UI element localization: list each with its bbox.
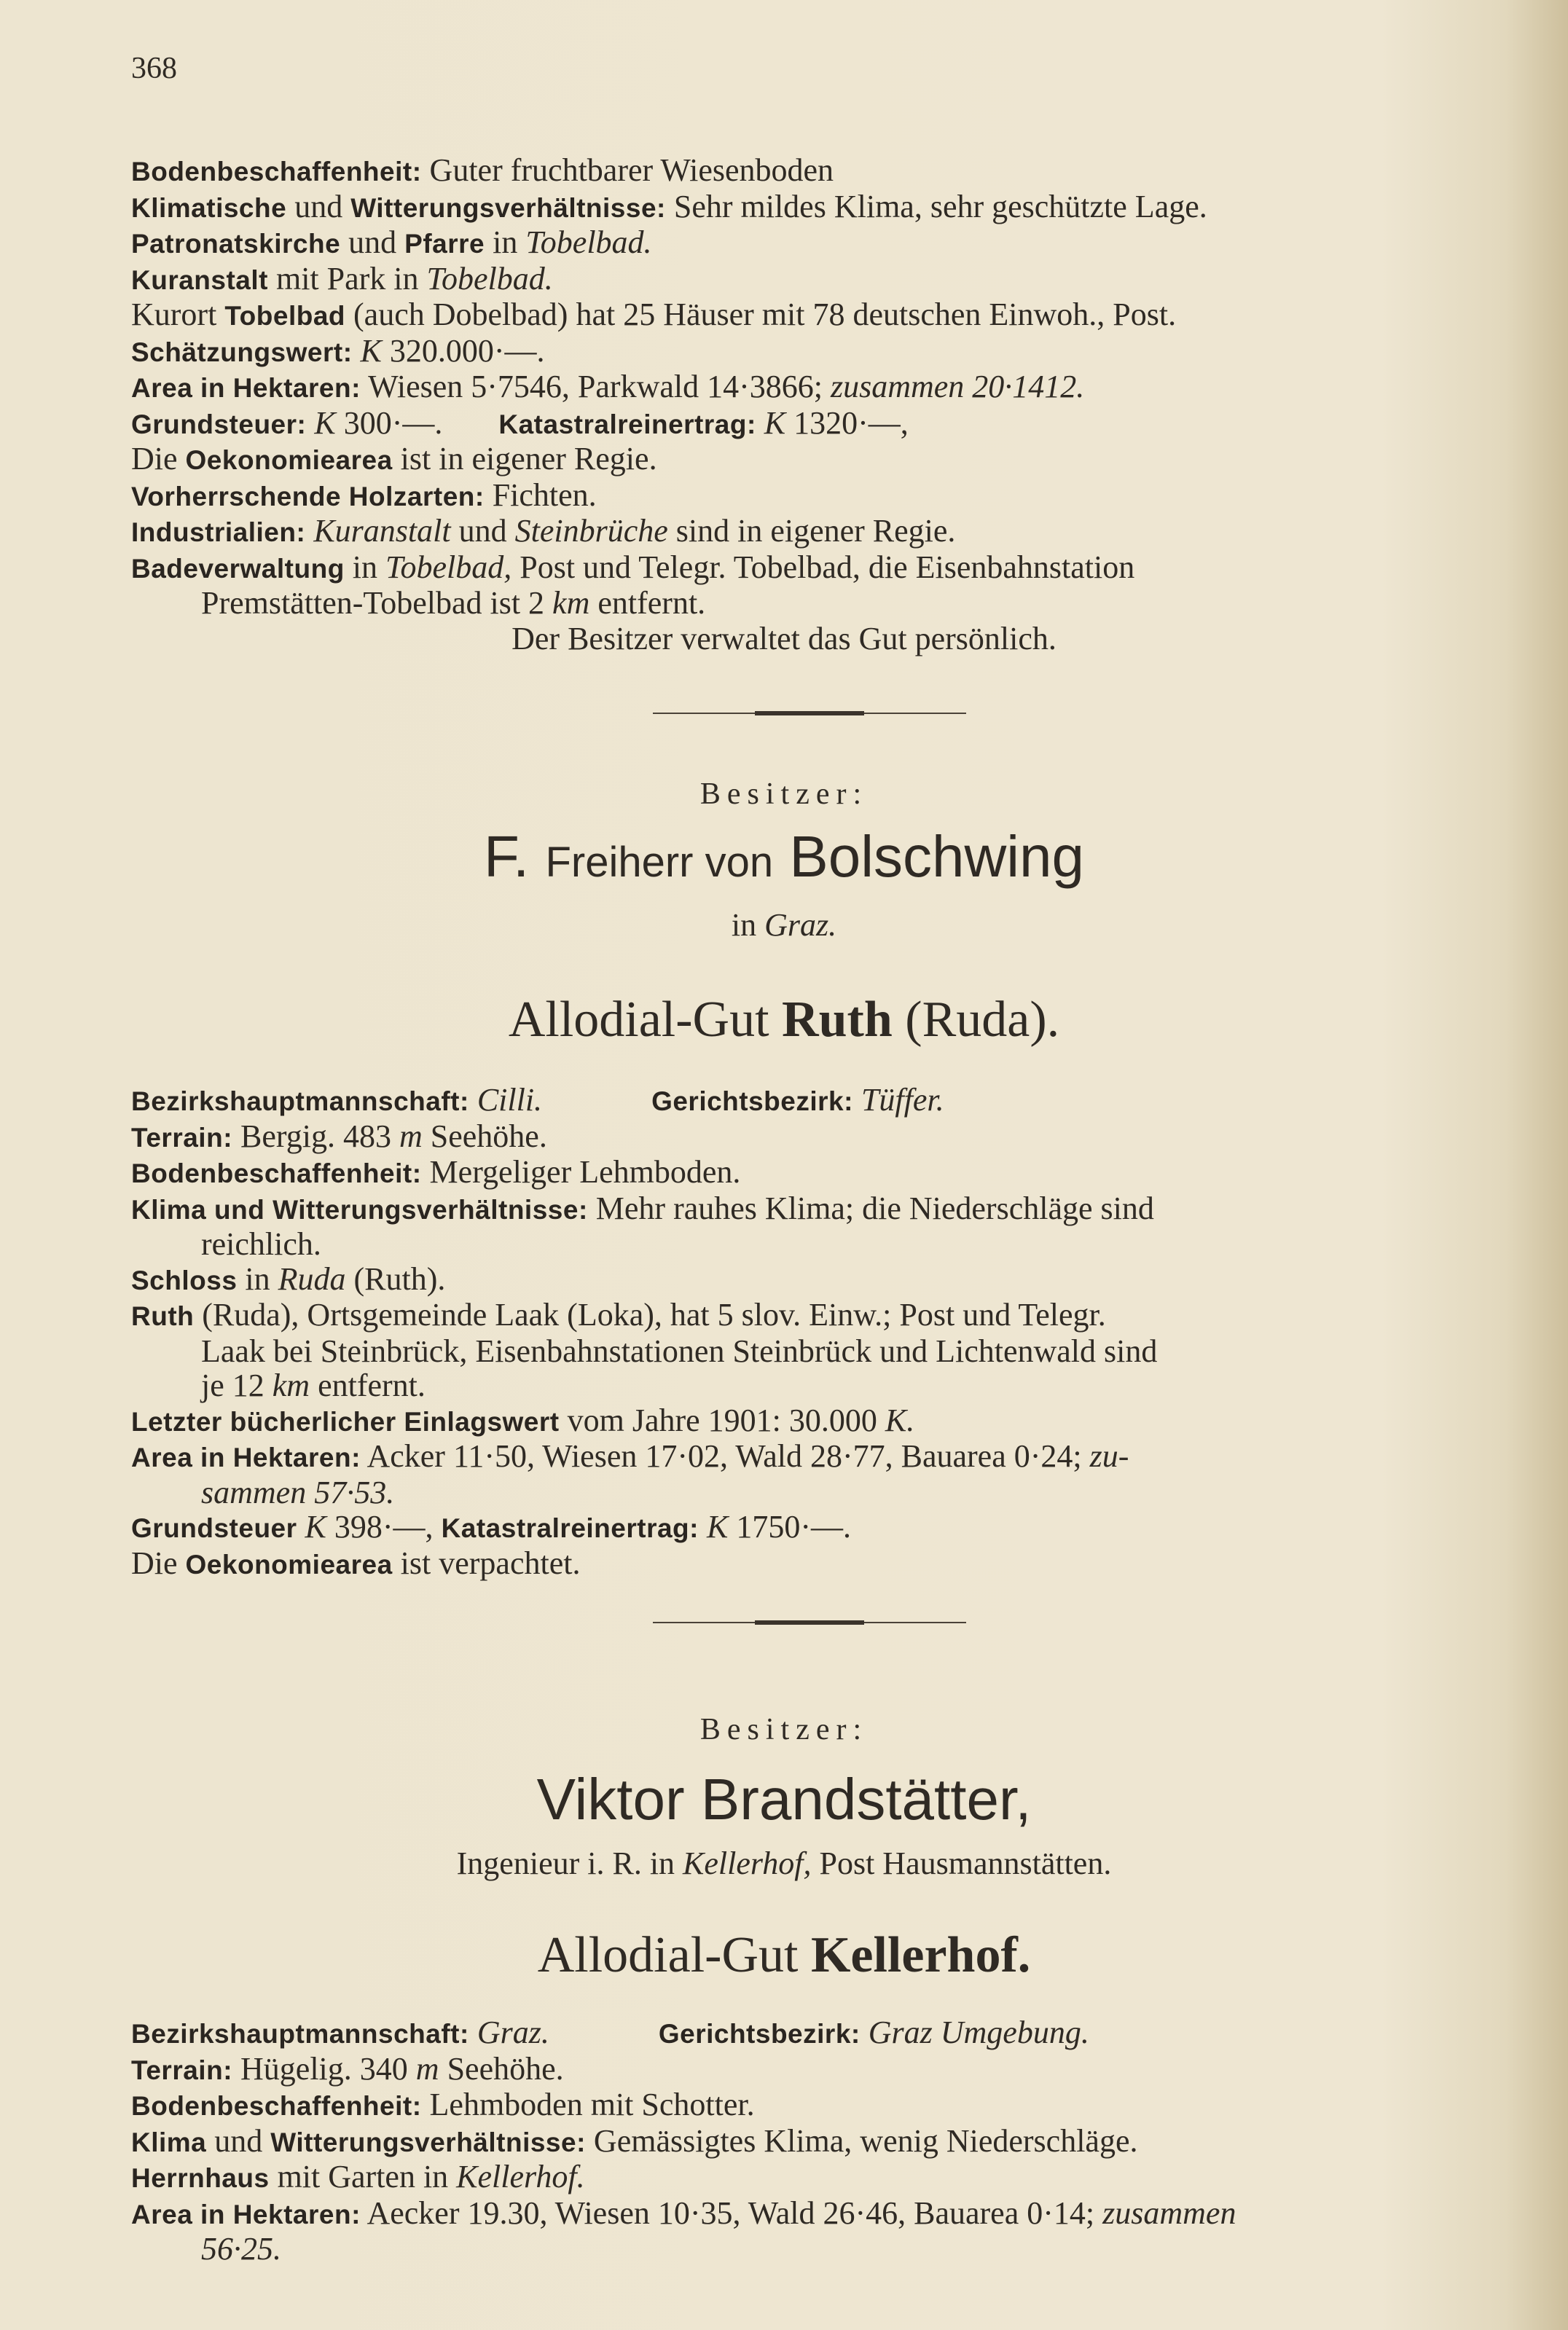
text-line xyxy=(131,153,1486,189)
field-label: Pfarre xyxy=(404,229,485,259)
field-label: Oekonomiearea xyxy=(185,1549,393,1580)
body-text: mit Garten in xyxy=(269,2159,457,2194)
italic-text: K xyxy=(764,404,786,441)
body-text: Bergig. 483 xyxy=(232,1118,399,1154)
text-line xyxy=(131,1510,1486,1546)
owner-initial: F. xyxy=(483,824,530,889)
italic-text: Graz. xyxy=(477,2015,549,2050)
field-label: Bodenbeschaffenheit: xyxy=(131,157,422,187)
body-text: ist in eigener Regie. xyxy=(392,441,657,476)
body-text xyxy=(861,2015,869,2050)
field-label: Klimatische xyxy=(131,192,287,223)
text-line xyxy=(131,189,1486,226)
field-label: Herrnhaus xyxy=(131,2163,270,2193)
field-label: Terrain: xyxy=(131,2055,233,2085)
italic-text: K xyxy=(305,1509,326,1545)
estate-name: Kellerhof. xyxy=(810,1927,1031,1983)
field-label: Terrain: xyxy=(131,1122,233,1153)
body-text xyxy=(469,2015,477,2050)
body-text xyxy=(853,1082,861,1118)
page-number: 368 xyxy=(131,52,177,85)
italic-text: m xyxy=(415,2050,439,2087)
field-label: Industrialien: xyxy=(131,517,306,547)
owner-name xyxy=(0,823,1568,890)
italic-text: m xyxy=(399,1118,423,1154)
text-line xyxy=(131,2015,1486,2052)
italic-text: km xyxy=(552,585,590,621)
body-text: entfernt. xyxy=(310,1368,426,1403)
body-text xyxy=(353,333,361,369)
text-line xyxy=(131,1083,1486,1119)
body-text: 300·—. xyxy=(335,404,499,441)
estate-details-kellerhof xyxy=(131,2015,1486,2267)
body-text: Seehöhe. xyxy=(422,1118,547,1154)
text-line xyxy=(131,297,1486,334)
italic-text: Ruda xyxy=(278,1260,346,1297)
body-text: (Ruth). xyxy=(345,1260,446,1297)
body-text: Mergeliger Lehmboden. xyxy=(421,1154,741,1190)
body-text xyxy=(306,405,314,441)
italic-text: K. xyxy=(885,1402,915,1438)
text-line xyxy=(131,586,1486,621)
text-line xyxy=(131,1262,1486,1298)
text-line xyxy=(131,514,1486,550)
field-label: Katastralreinertrag: xyxy=(498,409,756,439)
field-label: Grundsteuer: xyxy=(131,409,307,439)
text-line xyxy=(131,2160,1486,2196)
italic-text: zusammen 20·1412. xyxy=(830,369,1085,404)
italic-text: Kuranstalt xyxy=(313,513,451,549)
field-label: Schloss xyxy=(131,1265,238,1295)
italic-text: Tobelbad. xyxy=(426,260,553,297)
body-text xyxy=(305,513,313,549)
body-text: je 12 xyxy=(201,1368,273,1403)
field-label: Badeverwaltung xyxy=(131,553,345,584)
italic-text: Cilli. xyxy=(477,1082,543,1118)
body-text: Hügelig. 340 xyxy=(232,2050,416,2087)
body-text: Die xyxy=(131,1545,186,1581)
body-text: Seehöhe. xyxy=(439,2050,564,2087)
text-line xyxy=(131,550,1486,587)
field-label: Bodenbeschaffenheit: xyxy=(131,2091,422,2121)
field-label: Schätzungswert: xyxy=(131,337,353,367)
text-line xyxy=(131,406,1486,442)
estate-name: Ruth xyxy=(782,992,893,1048)
text-line xyxy=(131,1368,1486,1403)
body-text: (auch Dobelbad) hat 25 Häuser mit 78 deutschen Einwoh., Post. xyxy=(345,297,1177,332)
italic-text: K xyxy=(314,404,336,441)
body-text: in xyxy=(344,549,386,585)
text-line xyxy=(131,1334,1486,1369)
body-text: 398·—, xyxy=(326,1509,442,1545)
field-label: Klima xyxy=(131,2127,207,2157)
body-text: und xyxy=(206,2122,271,2159)
field-label: Gerichtsbezirk: xyxy=(651,1086,853,1116)
field-label: Area in Hektaren: xyxy=(131,1443,361,1472)
field-label: Area in Hektaren: xyxy=(131,2199,361,2229)
field-label: Grundsteuer xyxy=(131,1513,297,1543)
italic-text: sammen 57·53. xyxy=(201,1474,395,1510)
text-line xyxy=(131,2124,1486,2160)
body-text: 320.000·—. xyxy=(381,332,545,369)
body-text: Mehr rauhes Klima; die Niederschläge sind xyxy=(587,1190,1154,1226)
text-line xyxy=(131,478,1486,514)
text-line xyxy=(131,2232,1486,2267)
body-text: entfernt. xyxy=(589,585,706,621)
text-line xyxy=(131,2052,1486,2088)
closing-note: Der Besitzer verwaltet das Gut persönlich. xyxy=(511,621,1057,656)
body-text: Wiesen 5·7546, Parkwald 14·3866; xyxy=(360,369,831,404)
estate-title: Allodial-Gut Kellerhof. xyxy=(537,1927,1031,1983)
body-text: Die xyxy=(131,441,186,476)
body-text: Post und Telegr. Tobelbad, die Eisenbahnstation xyxy=(511,549,1135,585)
body-text: Laak bei Steinbrück, Eisenbahnstationen Steinbrück und Lichtenwald sind xyxy=(201,1333,1158,1369)
body-text: Aecker 19.30, Wiesen 10·35, Wald 26·46, Bauarea 0·14; xyxy=(360,2194,1103,2231)
owner-subtitle: Ingenieur i. R. in Kellerhof, Post Hausmannstätten. xyxy=(456,1845,1112,1881)
body-text xyxy=(297,1509,305,1545)
body-text: vom Jahre 1901: 30.000 xyxy=(559,1402,885,1438)
text-line xyxy=(131,334,1486,370)
body-text: Acker 11·50, Wiesen 17·02, Wald 28·77, Bauarea 0·24; xyxy=(360,1438,1090,1474)
body-text: in xyxy=(485,224,526,260)
text-line xyxy=(131,1191,1486,1228)
body-text: reichlich. xyxy=(201,1226,321,1262)
text-line xyxy=(131,1119,1486,1156)
field-label: Bezirkshauptmannschaft: xyxy=(131,1086,469,1116)
field-label: Area in Hektaren: xyxy=(131,373,361,403)
field-label: Kuranstalt xyxy=(131,264,268,295)
owner-title: Freiherr von xyxy=(545,839,774,886)
italic-text: Graz Umgebung. xyxy=(868,2015,1089,2050)
field-label: Letzter bücherlicher Einlagswert xyxy=(131,1406,560,1437)
field-label: Witterungsverhältnisse: xyxy=(350,192,666,223)
body-text xyxy=(756,405,764,441)
field-label: Tobelbad xyxy=(224,301,346,331)
body-text: Premstätten-Tobelbad ist 2 xyxy=(201,585,553,621)
field-label: Oekonomiearea xyxy=(185,445,393,475)
besitzer-label: Besitzer: xyxy=(699,777,869,811)
body-text: Guter fruchtbarer Wiesenboden xyxy=(421,152,834,188)
text-line xyxy=(131,262,1486,298)
italic-text: km xyxy=(272,1368,310,1403)
body-text: (Ruda), Ortsgemeinde Laak (Loka), hat 5 slov. Einw.; Post und Telegr. xyxy=(194,1297,1106,1333)
body-text: und xyxy=(450,513,515,549)
body-text: ist verpachtet. xyxy=(392,1545,581,1581)
besitzer-label: Besitzer: xyxy=(699,1713,869,1746)
italic-text: Tobelbad. xyxy=(525,224,652,260)
field-label: Ruth xyxy=(131,1301,195,1331)
body-text: mit Park in xyxy=(267,260,427,297)
field-label: Klima und Witterungsverhältnisse: xyxy=(131,1194,588,1225)
italic-text: K xyxy=(706,1509,729,1545)
text-line xyxy=(131,2087,1486,2124)
field-label: Witterungsverhältnisse: xyxy=(270,2127,586,2157)
text-line xyxy=(131,1155,1486,1191)
text-line xyxy=(131,1475,1486,1510)
italic-text: Tüffer. xyxy=(861,1082,944,1118)
body-text: und xyxy=(340,224,405,260)
field-label: Vorherrschende Holzarten: xyxy=(131,481,485,511)
field-label: Bezirkshauptmannschaft: xyxy=(131,2019,469,2049)
field-label: Bodenbeschaffenheit: xyxy=(131,1158,422,1188)
body-text: Lehmboden mit Schotter. xyxy=(421,2087,755,2122)
body-text: Kurort xyxy=(131,297,225,332)
text-line xyxy=(131,1227,1486,1262)
text-line xyxy=(131,442,1486,478)
estate-title: Allodial-Gut Ruth (Ruda). xyxy=(508,992,1060,1048)
field-label: Katastralreinertrag: xyxy=(441,1513,699,1543)
body-text xyxy=(699,1509,707,1545)
section-divider xyxy=(653,711,966,715)
field-label: Patronatskirche xyxy=(131,229,341,259)
section-divider xyxy=(653,1620,966,1625)
text-line xyxy=(131,2196,1486,2232)
italic-text: Steinbrüche xyxy=(514,513,668,549)
italic-text: zusammen xyxy=(1102,2194,1236,2231)
estate-details-ruth xyxy=(131,1083,1486,1582)
owner-location: in Graz. xyxy=(731,907,837,943)
field-label: Gerichtsbezirk: xyxy=(658,2019,861,2049)
text-line xyxy=(131,369,1486,406)
text-line xyxy=(131,1298,1486,1334)
body-text: Sehr mildes Klima, sehr geschützte Lage. xyxy=(665,188,1207,224)
text-line xyxy=(131,1546,1486,1582)
owner-name: Viktor Brandstätter, xyxy=(536,1767,1032,1832)
text-line xyxy=(131,1439,1486,1475)
body-text: in xyxy=(237,1260,278,1297)
body-text: 1320·—, xyxy=(785,404,909,441)
body-text: sind in eigener Regie. xyxy=(667,513,956,549)
text-line xyxy=(131,225,1486,262)
body-text: 1750·—. xyxy=(728,1509,851,1545)
italic-text: Tobelbad, xyxy=(385,549,512,585)
italic-text: K xyxy=(360,332,382,369)
owner-surname: Bolschwing xyxy=(789,824,1084,889)
body-text: Gemässigtes Klima, wenig Niederschläge. xyxy=(585,2122,1138,2159)
text-line xyxy=(131,1403,1486,1440)
italic-text: Kellerhof. xyxy=(456,2159,585,2194)
italic-text: zu- xyxy=(1089,1438,1129,1474)
estate-details-tobelbad xyxy=(131,153,1486,621)
body-text xyxy=(469,1082,477,1118)
body-text: und xyxy=(286,188,351,224)
body-text: Fichten. xyxy=(484,476,597,513)
italic-text: 56·25. xyxy=(201,2231,281,2267)
